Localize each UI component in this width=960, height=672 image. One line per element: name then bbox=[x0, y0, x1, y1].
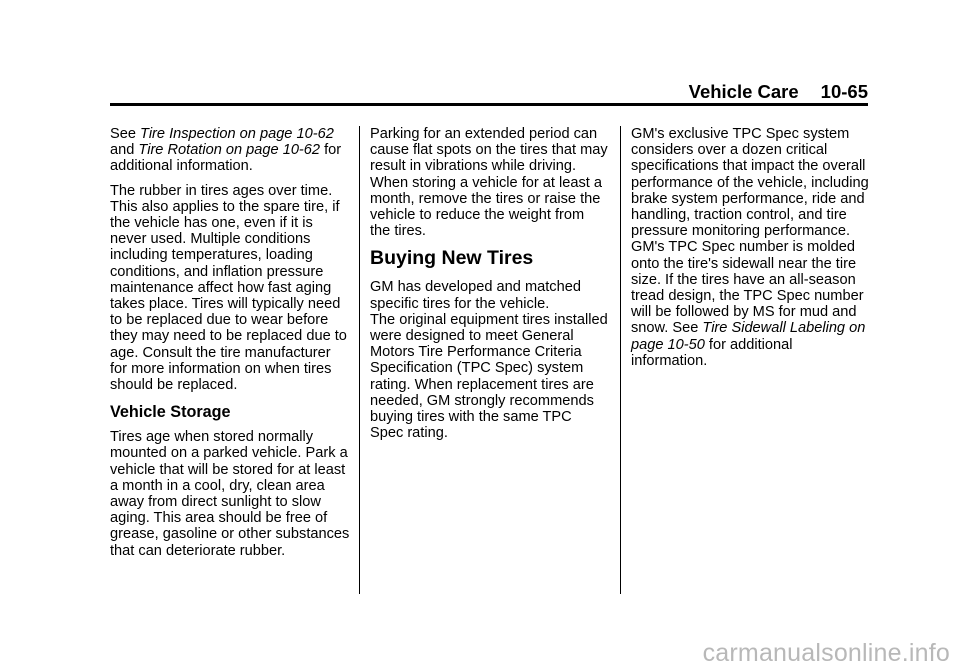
text-see: See bbox=[110, 126, 136, 142]
paragraph-see-also bbox=[110, 126, 350, 175]
paragraph-tpc-number bbox=[631, 239, 871, 369]
heading-buying-new-tires: Buying New Tires bbox=[370, 247, 534, 270]
text-additional-info: for additional information. bbox=[631, 336, 793, 369]
text-tpc-number: GM's TPC Spec number is molded onto the tire's sidewall near the tire size. If the tires have an all-season tread design, the TPC Spec number will be followed by MS for mud and snow. See bbox=[631, 239, 864, 337]
link-sidewall-labeling[interactable]: Tire Sidewall Labeling on page 10-50 bbox=[631, 320, 866, 353]
paragraph-rubber-ages: The rubber in tires ages over time. This also applies to the spare tire, if the vehicle has one, even if it is never used. Multiple conditions including temperatures, loading conditions, and inflation pressure maintenance affect how fast aging takes place. Tires will typically need to be replaced due to wear before they may need to be replaced due to age. Consult the tire manufacturer for more information on when tires should be replaced. bbox=[110, 182, 347, 394]
column-3 bbox=[631, 126, 871, 377]
paragraph-flat-spots: Parking for an extended period can cause flat spots on the tires that may result in vibrations while driving. When storing a vehicle for at least a month, remove the tires or raise the vehicle to reduce the weight from the tires. bbox=[370, 126, 608, 240]
header-rule bbox=[110, 103, 868, 106]
paragraph-original-equipment: The original equipment tires installed were designed to meet General Motors Tire Performance Criteria Specification (TPC Spec) system rating. When replacement tires are needed, GM strongly recommends buying tires with the same TPC Spec rating. bbox=[370, 311, 608, 442]
section-title: Vehicle Care bbox=[688, 81, 799, 102]
column-divider-2 bbox=[620, 126, 621, 594]
column-1 bbox=[110, 126, 350, 567]
text-additional: for additional information. bbox=[110, 142, 342, 175]
page-number: 10-65 bbox=[820, 81, 868, 102]
paragraph-gm-developed: GM has developed and matched specific tires for the vehicle. bbox=[370, 279, 581, 312]
column-2 bbox=[370, 126, 608, 449]
link-tire-rotation[interactable]: Tire Rotation on page 10-62 bbox=[138, 142, 321, 159]
link-tire-inspection[interactable]: Tire Inspection on page 10-62 bbox=[140, 126, 334, 142]
page-header bbox=[110, 81, 868, 101]
heading-vehicle-storage: Vehicle Storage bbox=[110, 403, 231, 422]
paragraph-tpc-system: GM's exclusive TPC Spec system considers over a dozen critical specifications that impact the overall performance of the vehicle, including brake system performance, ride and handling, traction control, and tire pressure monitoring performance. bbox=[631, 126, 869, 240]
watermark: carmanualsonline.info bbox=[702, 639, 950, 667]
paragraph-storage: Tires age when stored normally mounted on a parked vehicle. Park a vehicle that will be stored for at least a month in a cool, dry, clean area away from direct sunlight to slow aging. This area should be free of grease, gasoline or other substances that can deteriorate rubber. bbox=[110, 429, 350, 559]
text-and: and bbox=[110, 142, 135, 159]
column-divider-1 bbox=[359, 126, 360, 594]
